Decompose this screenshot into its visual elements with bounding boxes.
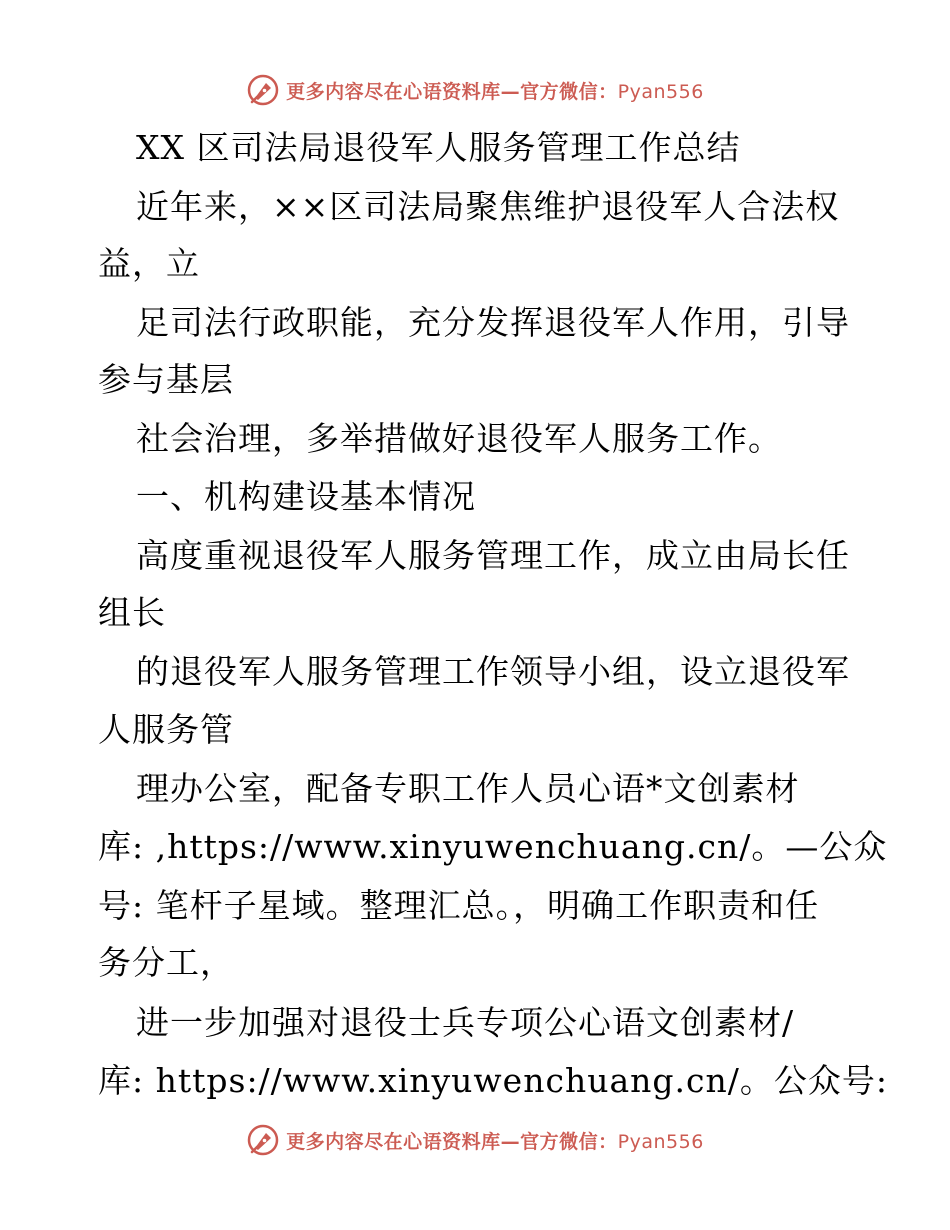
paragraph-line: 务分工，: [98, 943, 234, 982]
paragraph-line: 人服务管: [98, 710, 234, 749]
paragraph-line: 库: ,https://www.xinyuwenchuang.cn/。—公众: [98, 827, 888, 866]
footer-watermark-handle: Pyan556: [617, 1130, 704, 1153]
paragraph-line: 足司法行政职能，充分发挥退役军人作用，引导: [136, 303, 850, 342]
section-heading: 一、机构建设基本情况: [136, 477, 476, 516]
paragraph-line: 社会治理，多举措做好退役军人服务工作。: [136, 419, 782, 458]
header-watermark-handle: Pyan556: [617, 80, 704, 103]
paragraph-line: 理办公室，配备专职工作人员心语*文创素材: [136, 769, 800, 808]
paragraph-line: 近年来，××区司法局聚焦维护退役军人合法权: [136, 187, 840, 226]
paragraph-line: 号: 笔杆子星域。整理汇总。，明确工作职责和任: [98, 886, 820, 925]
footer-watermark-text: 更多内容尽在心语资料库—官方微信：Pyan556: [286, 1130, 704, 1153]
paragraph-line: 参与基层: [98, 360, 234, 399]
paragraph-line: 库: https://www.xinyuwenchuang.cn/。公众号:: [98, 1061, 888, 1100]
document-title: XX 区司法局退役军人服务管理工作总结: [136, 128, 741, 167]
header-watermark-banner: [0, 70, 950, 110]
pen-nib-icon: [246, 73, 280, 107]
header-watermark-text: 更多内容尽在心语资料库—官方微信：Pyan556: [286, 80, 704, 103]
paragraph-line: 组长: [98, 593, 166, 632]
footer-watermark-banner: [0, 1120, 950, 1160]
paragraph-line: 进一步加强对退役士兵专项公心语文创素材/: [136, 1003, 795, 1042]
paragraph-line: 高度重视退役军人服务管理工作，成立由局长任: [136, 536, 850, 575]
pen-nib-icon: [246, 1123, 280, 1157]
paragraph-line: 益，立: [98, 244, 200, 283]
paragraph-line: 的退役军人服务管理工作领导小组，设立退役军: [136, 652, 850, 691]
